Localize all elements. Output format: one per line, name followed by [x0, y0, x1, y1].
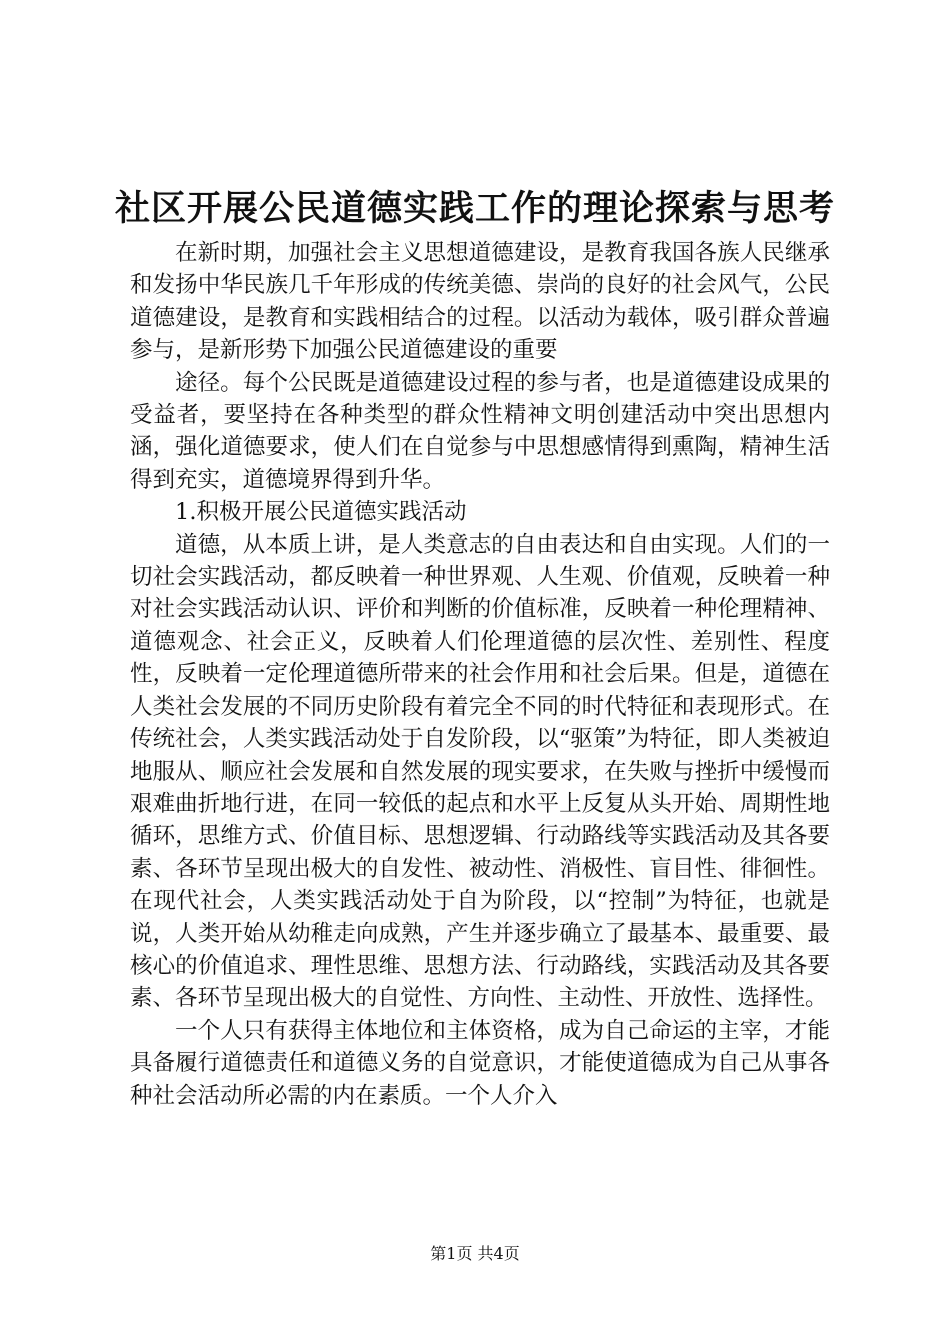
paragraph-1: 在新时期，加强社会主义思想道德建设，是教育我国各族人民继承和发扬中华民族几千年形成的传统美德、崇尚的良好的社会风气，公民道德建设，是教育和实践相结合的过程。以活动为载体，吸引群众普遍参与，是新形势下加强公民道德建设的重要 — [130, 240, 830, 364]
page-number-footer: 第1页 共4页 — [430, 1244, 520, 1263]
paragraph-4: 一个人只有获得主体地位和主体资格，成为自己命运的主宰，才能具备履行道德责任和道德义务的自觉意识，才能使道德成为自己从事各种社会活动所必需的内在素质。一个人介入 — [130, 1017, 830, 1109]
section-heading: 1.积极开展公民道德实践活动 — [175, 499, 467, 526]
document-body — [130, 237, 830, 1112]
paragraph-3: 道德，从本质上讲，是人类意志的自由表达和自由实现。人们的一切社会实践活动，都反映着一种世界观、人生观、价值观，反映着一种对社会实践活动认识、评价和判断的价值标准，反映着一种伦理精神、道德观念、社会正义，反映着人们伦理道德的层次性、差别性、程度性，反映着一定伦理道德所带来的社会作用和社会后果。但是，道德在人类社会发展的不同历史阶段有着完全不同的时代特征和表现形式。在传统社会，人类实践活动处于自发阶段，以“驱策”为特征，即人类被迫地服从、顺应社会发展和自然发展的现实要求，在失败与挫折中缓慢而艰难曲折地行进，在同一较低的起点和水平上反复从头开始、周期性地循环，思维方式、价值目标、思想逻辑、行动路线等实践活动及其各要素、各环节呈现出极大的自发性、被动性、消极性、盲目性、徘徊性。在现代社会，人类实践活动处于自为阶段，以“控制”为特征，也就是说，人类开始从幼稚走向成熟，产生并逐步确立了最基本、最重要、最核心的价值追求、理性思维、思想方法、行动路线，实践活动及其各要素、各环节呈现出极大的自觉性、方向性、主动性、开放性、选择性。 — [130, 531, 830, 1012]
document-title: 社区开展公民道德实践工作的理论探索与思考 — [114, 188, 835, 229]
paragraph-2: 途径。每个公民既是道德建设过程的参与者，也是道德建设成果的受益者，要坚持在各种类型的群众性精神文明创建活动中突出思想内涵，强化道德要求，使人们在自觉参与中思想感情得到熏陶，精神生活得到充实，道德境界得到升华。 — [130, 369, 830, 493]
